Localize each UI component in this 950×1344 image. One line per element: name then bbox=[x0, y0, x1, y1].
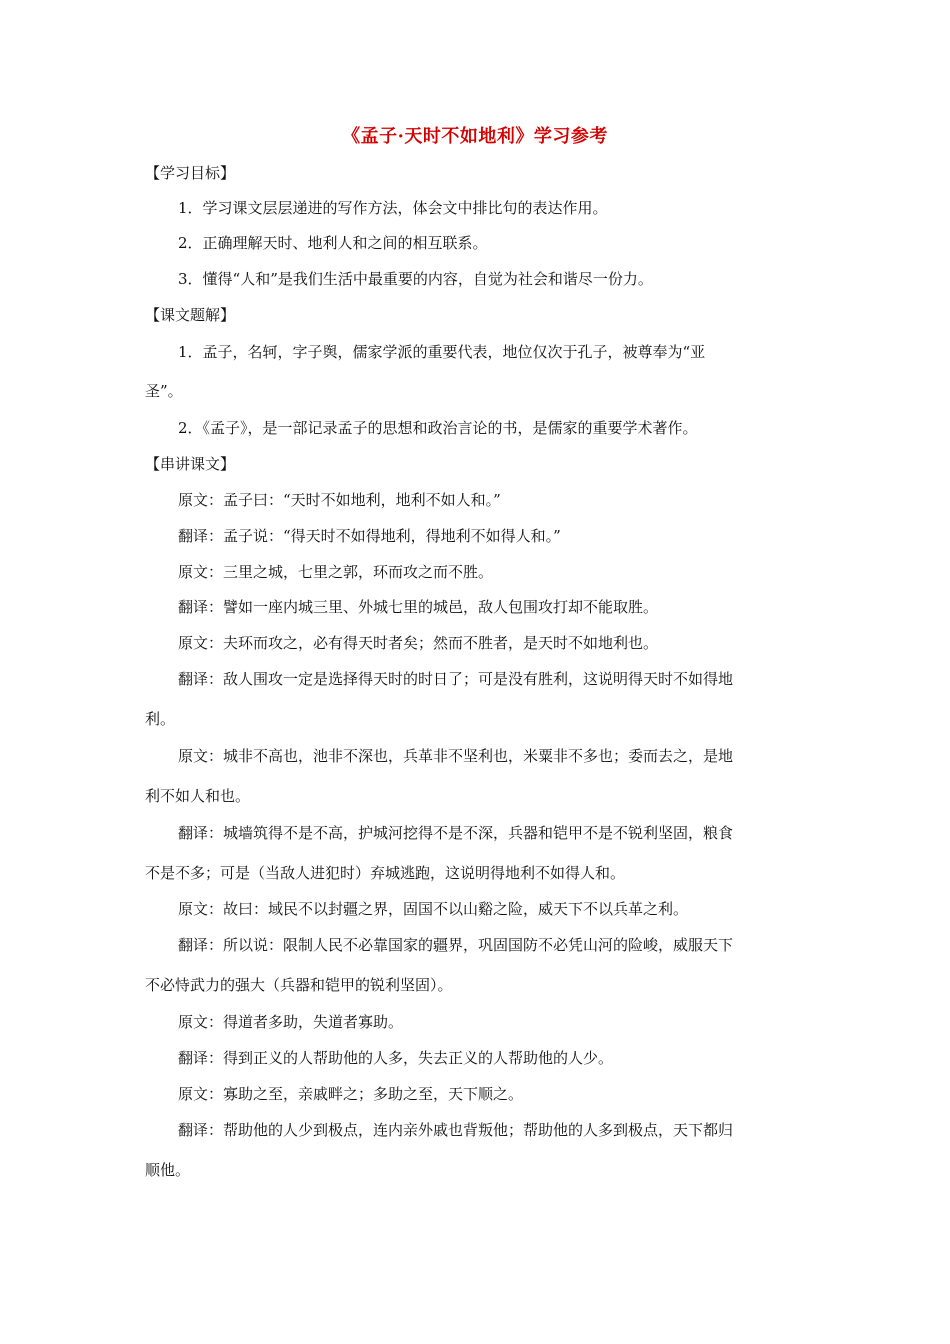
lecture-translation-5-line-2: 不必恃武力的强大（兵器和铠甲的锐利坚固）。 bbox=[145, 976, 453, 994]
lecture-original-6: 原文：得道者多助，失道者寡助。 bbox=[178, 1013, 404, 1031]
lecture-original-4-line-1: 原文：城非不高也，池非不深也，兵革非不坚利也，米粟非不多也；委而去之，是地 bbox=[178, 747, 734, 765]
lecture-original-7: 原文：寡助之至，亲戚畔之；多助之至，天下顺之。 bbox=[178, 1085, 524, 1103]
objective-item-1: 1．学习课文层层递进的写作方法，体会文中排比句的表达作用。 bbox=[178, 199, 608, 217]
objective-item-3: 3．懂得“人和”是我们生活中最重要的内容，自觉为社会和谐尽一份力。 bbox=[178, 270, 653, 288]
lecture-translation-4-line-2: 不是不多；可是（当敌人进犯时）弃城逃跑，这说明得地利不如得人和。 bbox=[145, 864, 626, 882]
explanation-item-2: 2．《孟子》，是一部记录孟子的思想和政治言论的书，是儒家的重要学术著作。 bbox=[178, 419, 698, 437]
lecture-original-1: 原文：孟子曰：“天时不如地利，地利不如人和。” bbox=[178, 491, 501, 509]
lecture-translation-7-line-1: 翻译：帮助他的人少到极点，连内亲外戚也背叛他；帮助他的人多到极点，天下都归 bbox=[178, 1121, 734, 1139]
lecture-translation-5-line-1: 翻译：所以说：限制人民不必靠国家的疆界，巩固国防不必凭山河的险峻，威服天下 bbox=[178, 936, 734, 954]
lecture-original-5: 原文：故曰：域民不以封疆之界，固国不以山谿之险，威天下不以兵革之利。 bbox=[178, 900, 689, 918]
explanation-item-1-line-1: 1．孟子，名轲，字子舆，儒家学派的重要代表，地位仅次于孔子，被尊奉为“亚 bbox=[178, 343, 706, 361]
lecture-translation-3-line-1: 翻译：敌人围攻一定是选择得天时的时日了；可是没有胜利，这说明得天时不如得地 bbox=[178, 670, 734, 688]
section-heading-explanation: 【课文题解】 bbox=[145, 306, 236, 324]
lecture-translation-4-line-1: 翻译：城墙筑得不是不高，护城河挖得不是不深，兵器和铠甲不是不锐利坚固，粮食 bbox=[178, 824, 734, 842]
lecture-translation-6: 翻译：得到正义的人帮助他的人多，失去正义的人帮助他的人少。 bbox=[178, 1049, 614, 1067]
lecture-original-4-line-2: 利不如人和也。 bbox=[145, 787, 251, 805]
lecture-original-3: 原文：夫环而攻之，必有得天时者矣；然而不胜者，是天时不如地利也。 bbox=[178, 634, 659, 652]
lecture-original-2: 原文：三里之城，七里之郭，环而攻之而不胜。 bbox=[178, 563, 494, 581]
lecture-translation-1: 翻译：孟子说：“得天时不如得地利，得地利不如得人和。” bbox=[178, 527, 561, 545]
objective-item-2: 2．正确理解天时、地利人和之间的相互联系。 bbox=[178, 234, 488, 252]
page-title: 《孟子·天时不如地利》学习参考 bbox=[342, 126, 608, 147]
lecture-translation-2: 翻译：譬如一座内城三里、外城七里的城邑，敌人包围攻打却不能取胜。 bbox=[178, 598, 659, 616]
section-heading-objectives: 【学习目标】 bbox=[145, 164, 236, 182]
explanation-item-1-line-2: 圣”。 bbox=[145, 382, 183, 400]
section-heading-lecture: 【串讲课文】 bbox=[145, 455, 236, 473]
lecture-translation-7-line-2: 顺他。 bbox=[145, 1161, 191, 1179]
lecture-translation-3-line-2: 利。 bbox=[145, 710, 176, 728]
